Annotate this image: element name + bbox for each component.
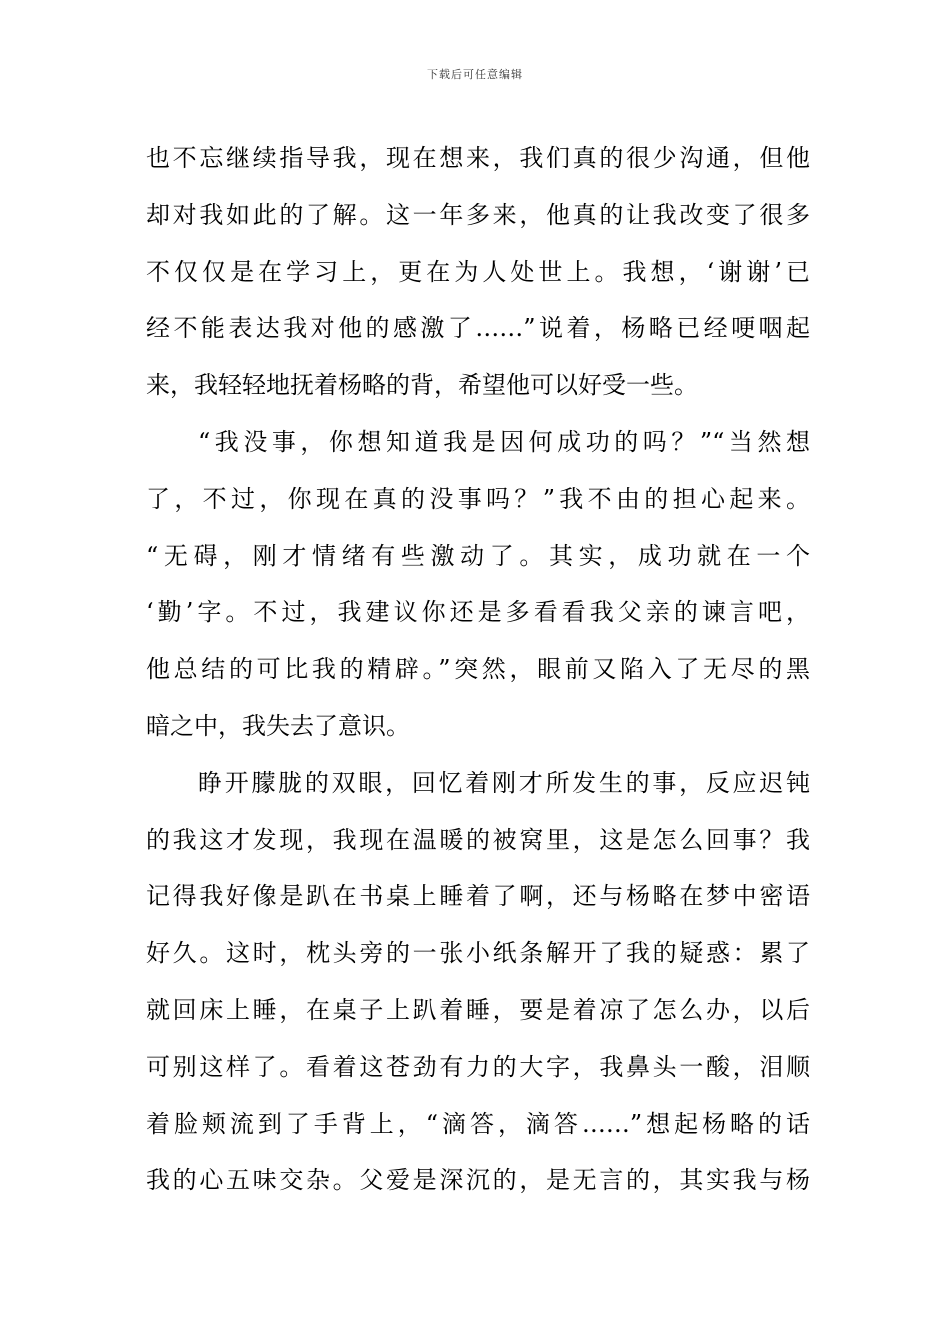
text-line: 好久。这时，枕头旁的一张小纸条解开了我的疑惑：累了 [146, 939, 810, 968]
text-line: 不仅仅是在学习上，更在为人处世上。我想，‘谢谢’已 [146, 257, 810, 286]
text-line: 暗之中，我失去了意识。 [146, 711, 410, 740]
text-line: 我的心五味交杂。父爱是深沉的，是无言的，其实我与杨 [146, 1166, 810, 1195]
text-line: ‘勤’字。不过，我建议你还是多看看我父亲的谏言吧， [146, 598, 810, 627]
text-line: 他总结的可比我的精辟。”突然，眼前又陷入了无尽的黑 [146, 655, 810, 684]
text-line: 却对我如此的了解。这一年多来，他真的让我改变了很多 [146, 200, 810, 229]
text-line: 也不忘继续指导我，现在想来，我们真的很少沟通，但他 [146, 144, 810, 172]
text-line: 来，我轻轻地抚着杨略的背，希望他可以好受一些。 [146, 371, 698, 400]
text-line: 可别这样了。看着这苍劲有力的大字，我鼻头一酸，泪顺 [146, 1052, 810, 1081]
page-header: 下载后可任意编辑 [427, 68, 523, 81]
text-line: “无碍，刚才情绪有些激动了。其实，成功就在一个 [146, 541, 810, 570]
text-line: 睁开朦胧的双眼，回忆着刚才所发生的事，反应迟钝 [198, 768, 810, 797]
text-line: 着脸颊流到了手背上，“滴答，滴答……”想起杨略的话 [146, 1109, 810, 1138]
text-line: 经不能表达我对他的感激了……”说着，杨略已经哽咽起 [146, 314, 810, 343]
document-body [146, 130, 810, 1209]
text-line: 了，不过，你现在真的没事吗？”我不由的担心起来。 [146, 484, 810, 513]
text-line: 的我这才发现，我现在温暖的被窝里，这是怎么回事？我 [146, 825, 810, 854]
text-line: “我没事，你想知道我是因何成功的吗？”“当然想 [198, 427, 810, 456]
text-line: 记得我好像是趴在书桌上睡着了啊，还与杨略在梦中密语 [146, 882, 810, 911]
text-line: 就回床上睡，在桌子上趴着睡，要是着凉了怎么办，以后 [146, 995, 810, 1024]
